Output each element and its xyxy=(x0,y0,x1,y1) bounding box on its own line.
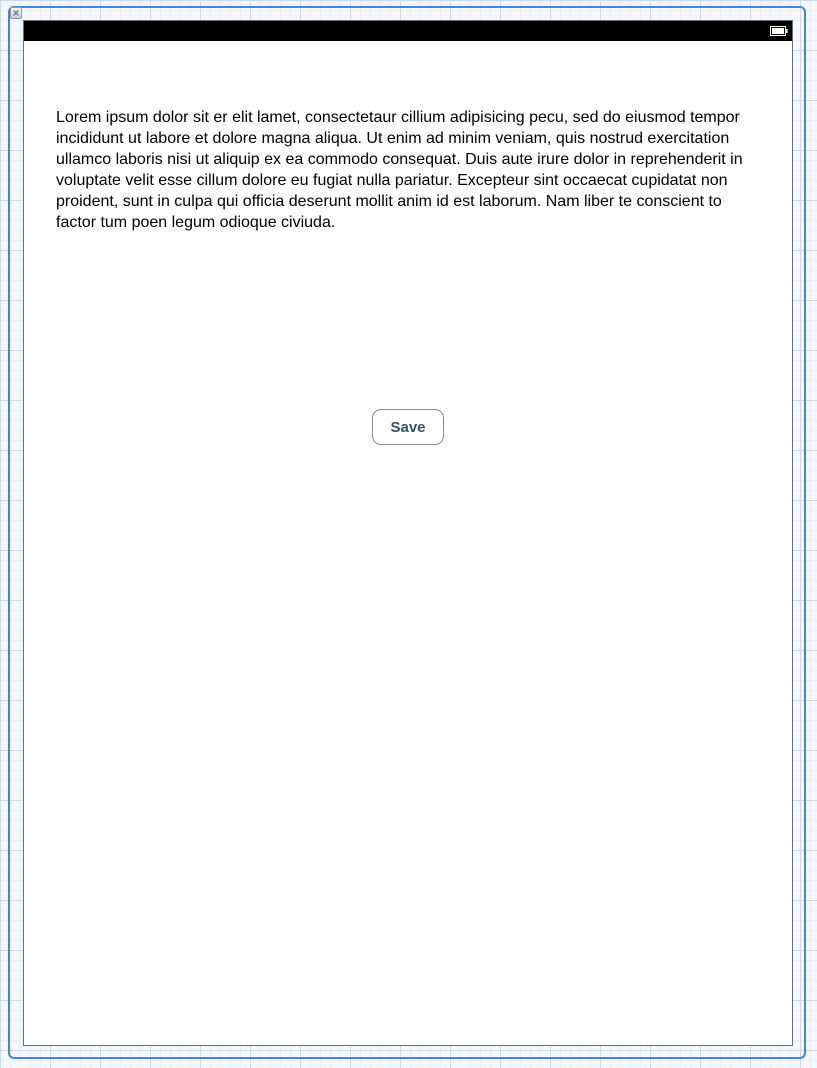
save-button[interactable]: Save xyxy=(372,409,444,445)
status-bar xyxy=(24,21,792,41)
close-icon[interactable] xyxy=(10,7,22,19)
ipad-view xyxy=(23,20,793,1046)
content-area xyxy=(24,41,792,1045)
battery-icon xyxy=(770,26,788,36)
body-text-label: Lorem ipsum dolor sit er elit lamet, consectetaur cillium adipisicing pecu, sed do eiusmod tempor incididunt ut labore et dolore magna aliqua. Ut enim ad minim veniam, quis nostrud exercitation ullamco laboris nisi ut aliquip ex ea commodo consequat. Duis aute irure dolor in reprehenderit in voluptate velit esse cillum dolore eu fugiat nulla pariatur. Excepteur sint occaecat cupidatat non proident, sunt in culpa qui officia deserunt mollit anim id est laborum. Nam liber te conscient to factor tum poen legum odioque civiuda. xyxy=(56,109,743,231)
